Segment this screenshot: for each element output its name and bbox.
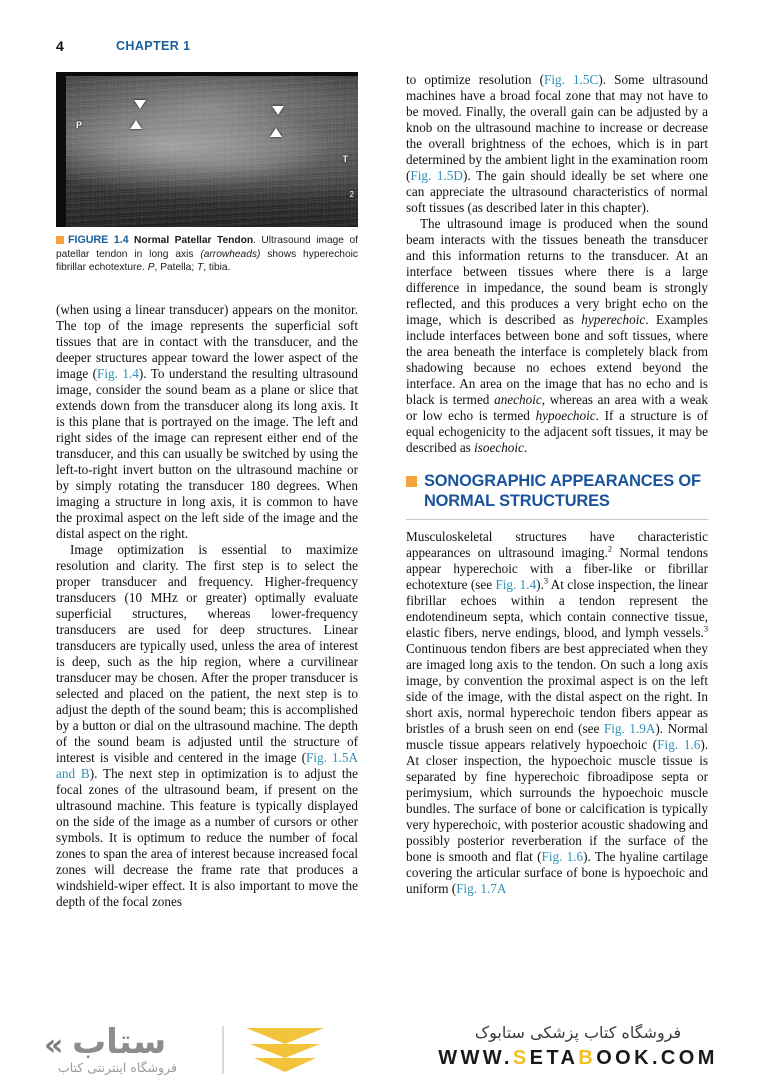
xref-fig-1-4-see[interactable]: Fig. 1.4 — [495, 577, 537, 592]
right-p3-text-g: ). At closer inspection, the hypoechoic muscle tissue is separated by fine hyperechoic fibroadipose septa or perimysium, which surrounds the hypoechoic muscle bundles. The surface of bone or calcification is typically very hyperechoic, with posterior acoustic shadowing and possibly posterior reverberation if the surface of the bone is smooth and flat ( — [406, 737, 709, 864]
right-p2-text-b: . Examples include interfaces between bone and soft tissues, where the area beneath the interface is completely black from shadowing because no echoes extend beyond the interface. An area on the image that has no echo and is black is termed — [406, 312, 708, 407]
section-heading-text: SONOGRAPHIC APPEARANCES OF NORMAL STRUCTURES — [424, 472, 701, 510]
logo-subtitle: فروشگاه اینترنتی کتاب — [58, 1060, 177, 1075]
footer-watermark — [0, 1018, 764, 1080]
right-p2-text-d: . If a structure is of equal echogenicity to the adjacent soft tissues, it may be described as — [406, 408, 708, 455]
arrowhead-up-left-icon — [130, 120, 142, 129]
ultrasound-label-tibia: T — [342, 154, 348, 164]
reference-marker-3a[interactable]: 3 — [543, 576, 549, 586]
chapter-label: CHAPTER 1 — [116, 39, 191, 53]
section-heading — [406, 472, 708, 511]
figure-legend-t: T — [197, 262, 204, 274]
right-p1-text-b: ). Some ultrasound machines have a broad focal zone that may not have to be moved. Finally, the overall gain can be adjusted by a knob on the ultrasound machine to increase or decrease the overall brightness of the echoes, which is in part determined by the ambient light in the examination room ( — [406, 72, 709, 183]
term-hypoechoic: hypoechoic — [535, 408, 596, 423]
url-letters-eta: ETA — [529, 1047, 579, 1069]
figure-legend-p: P — [147, 262, 155, 274]
page-number: 4 — [56, 38, 64, 54]
figure-caption — [56, 234, 358, 275]
footer-website-url[interactable] — [404, 1047, 752, 1070]
left-p1-text-b: ). To understand the resulting ultrasound image, consider the sound beam as a plane or slice that extends down from the transducer along its long axis. It is this plane that is portrayed on the image. The left and right sides of the image can represent either end of the transducer, and this can usually be switched by using the left-to-right invert button on the ultrasound machine or by simply rotating the transducer 180 degrees. When imaging a structure in long axis, it is common to have the proximal aspect on the left side of the image and the distal aspect on the right. — [56, 365, 358, 541]
logo-divider — [222, 1026, 224, 1074]
reference-marker-2[interactable]: 2 — [607, 544, 613, 554]
url-prefix: WWW. — [438, 1047, 513, 1069]
right-p1-text-a: to optimize resolution ( — [406, 72, 544, 87]
right-p2-text-c: , whereas an area with a weak or low echo is termed — [406, 392, 708, 423]
xref-fig-1-9a[interactable]: Fig. 1.9A — [603, 721, 656, 736]
left-paragraph-2 — [56, 542, 358, 910]
term-isoechoic: isoechoic — [474, 440, 524, 455]
left-column-text — [56, 302, 358, 910]
right-paragraph-3 — [406, 529, 708, 897]
footer-farsi-title: فروشگاه کتاب پزشکی ستابوک — [474, 1023, 682, 1042]
figure-caption-arrowheads: (arrowheads) — [200, 248, 261, 260]
right-column-text-top — [406, 72, 708, 456]
figure-title: Normal Patellar Tendon — [134, 235, 254, 246]
xref-fig-1-6b[interactable]: Fig. 1.6 — [541, 849, 584, 864]
right-p3-text-b: Normal tendons appear hyperechoic with a fiber-like or fibrillar echotexture (see — [406, 545, 708, 592]
two-column-body — [56, 72, 708, 1022]
right-column-text-bottom — [406, 529, 708, 897]
reference-marker-3b[interactable]: 3 — [703, 624, 708, 634]
section-bullet-icon — [406, 476, 417, 487]
right-p3-text-d: At close inspection, the linear fibrillar echoes within a tendon represent the endotendineum septa, which contain connective tissue, elastic fibers, nerve endings, blood, and lymph vessels. — [406, 577, 708, 640]
url-suffix: OOK.COM — [596, 1047, 718, 1069]
right-paragraph-2 — [406, 216, 708, 456]
ultrasound-label-patella: P — [76, 120, 83, 130]
arrowhead-up-right-icon — [270, 128, 282, 137]
left-p1-text-a: (when using a linear transducer) appears on the monitor. The top of the image represents the superficial soft tissues that are in contact with the transducer, and the deeper structures appear toward the lower aspect of the image ( — [56, 301, 358, 381]
ultrasound-depth-marker: 2 — [349, 190, 354, 199]
arrowhead-down-right-icon — [272, 106, 284, 115]
url-letter-b: B — [578, 1047, 597, 1069]
right-p3-text-e: Continuous tendon fibers are best appreciated when they are imaged long axis to the tendon. On such a long axis image, by convention the proximal aspect is on the left side of the image, with the distal aspect on the right. In short axis, normal hyperechoic tendon fibers appear as bristles of a brush seen on end (see — [406, 641, 708, 736]
xref-fig-1-5ab[interactable]: Fig. 1.5A and B — [56, 749, 358, 781]
figure-bullet-icon — [56, 236, 64, 244]
right-p2-text-a: The ultrasound image is produced when the sound beam interacts with the tissues beneath the transducer and this information returns to the transducer. At an interface between tissues where there is a large difference in impedance, the sound beam is strongly reflected, and this produces a very bright echo on the image, which is described as — [406, 216, 708, 327]
section-divider — [406, 519, 708, 520]
xref-fig-1-5c[interactable]: Fig. 1.5C — [543, 72, 599, 87]
xref-fig-1-4[interactable]: Fig. 1.4 — [97, 365, 139, 381]
left-p2-text-b: ). The next step in optimization is to adjust the focal zones of the ultrasound beam, if present on the ultrasound machine. This feature is typically displayed on the side of the image as a number of cursors or other symbols. It is optimum to reduce the number of focal zones to span the area of interest because increased focal zones will decrease the frame rate that produces a windshield-wiper effect. It is also important to move the depth of the focal zones — [56, 765, 359, 909]
right-p3-text-f: ). Normal muscle tissue appears relatively hypoechoic ( — [406, 721, 708, 752]
logo-chevron-mark-icon — [242, 1026, 328, 1076]
figure-number: FIGURE 1.4 — [68, 234, 129, 246]
setabook-logo — [36, 1022, 396, 1078]
xref-fig-1-7a[interactable]: Fig. 1.7A — [456, 881, 507, 896]
arrowhead-down-left-icon — [134, 100, 146, 109]
left-paragraph-1 — [56, 302, 358, 542]
logo-chevron-icon: « — [44, 1028, 64, 1063]
right-column — [406, 72, 708, 897]
url-letter-s: S — [512, 1047, 530, 1069]
right-p3-text-a: Musculoskeletal structures have characteristic appearances on ultrasound imaging. — [406, 529, 708, 560]
figure-caption-text-1: . Ultrasound image of patellar tendon in long axis — [56, 235, 358, 260]
figure-caption-text-3: , Patella; — [154, 262, 198, 274]
ultrasound-image — [56, 72, 358, 227]
running-head — [56, 38, 696, 60]
right-p2-text-e: . — [523, 440, 528, 455]
logo-wordmark: ستاب — [72, 1022, 167, 1062]
left-p2-text-a: Image optimization is essential to maximize resolution and clarity. The first step is to select the proper transducer and frequency. Higher-frequency transducers (10 MHz or greater) optimally evaluate superficial structures, whereas lower-frequency transducers are used for deep structures. Linear transducers are typically used, unless the area of interest is deep, such as the hip region, where a curvilinear transducer may be chosen. After the proper transducer is selected and placed on the patient, the next step is to adjust the depth of the sound beam; this is accomplished by a button or dial on the ultrasound machine. The depth of the sound beam is adjusted until the structure of interest is visible and centered in the image ( — [56, 541, 358, 765]
figure-caption-text-2: shows hyperechoic fibrillar echotexture. — [56, 248, 358, 274]
right-p3-text-h: ). The hyaline cartilage covering the articular surface of bone is hypoechoic and uniform ( — [406, 849, 708, 896]
xref-fig-1-6a[interactable]: Fig. 1.6 — [657, 737, 701, 752]
right-paragraph-1 — [406, 72, 708, 216]
figure-caption-text-4: , tibia. — [203, 262, 231, 274]
xref-fig-1-5d[interactable]: Fig. 1.5D — [410, 168, 463, 183]
left-column — [56, 72, 358, 910]
term-hyperechoic: hyperechoic — [581, 312, 646, 327]
figure-1-4 — [56, 72, 358, 275]
term-anechoic: anechoic — [494, 392, 542, 407]
right-p3-text-c: ). — [536, 577, 544, 592]
right-p1-text-c: ). The gain should ideally be set where one can appreciate the ultrasound characteristics of normal soft tissues (as described later in this chapter). — [406, 168, 708, 215]
footer-right-block — [404, 1022, 752, 1078]
